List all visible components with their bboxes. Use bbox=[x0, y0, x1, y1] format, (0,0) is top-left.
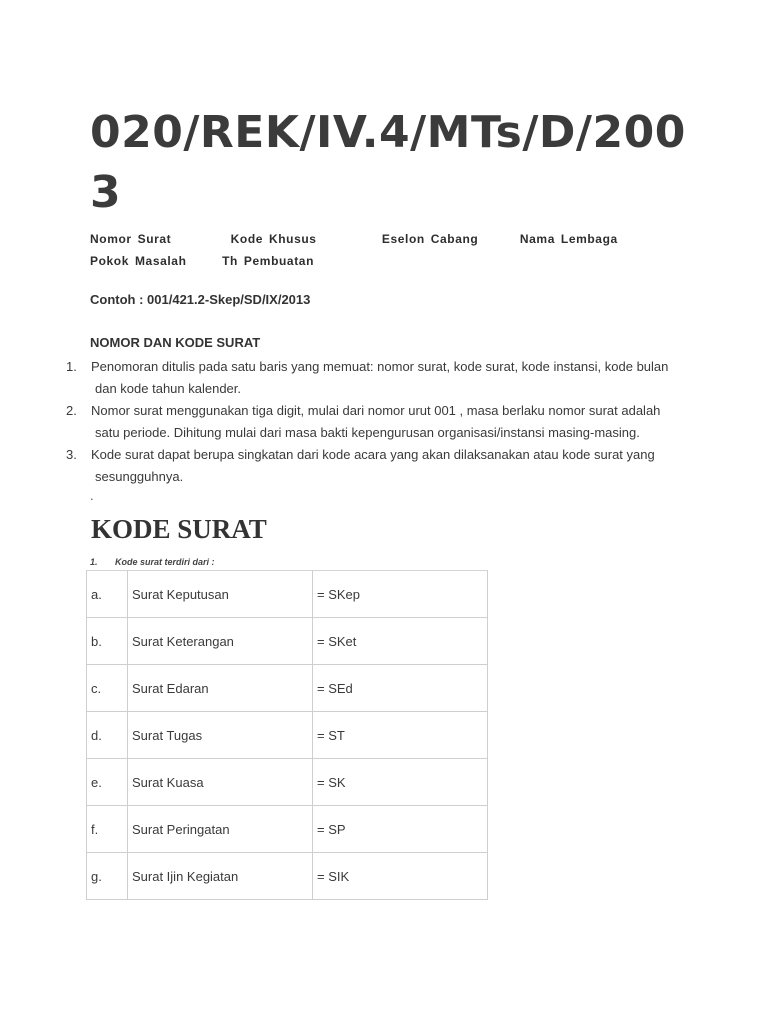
table-row bbox=[87, 853, 488, 900]
document-title: 020/REK/IV.4/MTs/D/2003 bbox=[90, 107, 686, 218]
table-row bbox=[87, 618, 488, 665]
row-name: Surat Tugas bbox=[128, 712, 313, 759]
row-letter: b. bbox=[87, 618, 128, 665]
row-code: = SKet bbox=[313, 618, 488, 665]
example-line: Contoh : 001/421.2-Skep/SD/IX/2013 bbox=[90, 292, 311, 307]
label-th-pembuatan: Th Pembuatan bbox=[222, 254, 315, 268]
label-kode-khusus: Kode Khusus bbox=[230, 232, 317, 246]
row-letter: g. bbox=[87, 853, 128, 900]
row-letter: e. bbox=[87, 759, 128, 806]
list-text: Penomoran ditulis pada satu baris yang memuat: nomor surat, kode surat, kode instansi, kode bulan dan kode tahun kalender. bbox=[91, 359, 669, 396]
numbered-list bbox=[66, 356, 686, 488]
row-letter: d. bbox=[87, 712, 128, 759]
list-number: 2. bbox=[66, 403, 77, 418]
row-code: = ST bbox=[313, 712, 488, 759]
list-number: 3. bbox=[66, 447, 77, 462]
list-item bbox=[66, 400, 686, 444]
row-letter: f. bbox=[87, 806, 128, 853]
table-row bbox=[87, 665, 488, 712]
label-nama-lembaga: Nama Lembaga bbox=[519, 232, 618, 246]
table-row bbox=[87, 571, 488, 618]
list-text: Kode surat dapat berupa singkatan dari kode acara yang akan dilaksanakan atau kode surat yang sesungguhnya. bbox=[91, 447, 655, 484]
row-name: Surat Keputusan bbox=[128, 571, 313, 618]
label-pokok-masalah: Pokok Masalah bbox=[90, 254, 187, 268]
list-item bbox=[66, 444, 686, 488]
dot-separator: . bbox=[90, 488, 94, 503]
format-labels bbox=[90, 228, 650, 272]
list-item bbox=[66, 356, 686, 400]
row-name: Surat Ijin Kegiatan bbox=[128, 853, 313, 900]
kode-surat-table bbox=[86, 570, 488, 900]
caption-text: Kode surat terdiri dari : bbox=[115, 557, 215, 567]
list-text: Nomor surat menggunakan tiga digit, mulai dari nomor urut 001 , masa berlaku nomor surat adalah satu periode. Dihitung mulai dari masa bakti kepengurusan organisasi/instansi masing-masing. bbox=[91, 403, 661, 440]
table-caption bbox=[90, 557, 215, 567]
row-letter: a. bbox=[87, 571, 128, 618]
row-letter: c. bbox=[87, 665, 128, 712]
row-code: = SIK bbox=[313, 853, 488, 900]
label-eselon-cabang: Eselon Cabang bbox=[381, 232, 479, 246]
section-heading: NOMOR DAN KODE SURAT bbox=[90, 335, 261, 350]
label-nomor-surat: Nomor Surat bbox=[90, 232, 172, 246]
row-code: = SP bbox=[313, 806, 488, 853]
row-code: = SK bbox=[313, 759, 488, 806]
table-row bbox=[87, 712, 488, 759]
table-row bbox=[87, 806, 488, 853]
row-name: Surat Kuasa bbox=[128, 759, 313, 806]
caption-number: 1. bbox=[90, 557, 98, 567]
row-code: = SKep bbox=[313, 571, 488, 618]
row-name: Surat Peringatan bbox=[128, 806, 313, 853]
row-code: = SEd bbox=[313, 665, 488, 712]
row-name: Surat Keterangan bbox=[128, 618, 313, 665]
list-number: 1. bbox=[66, 359, 77, 374]
row-name: Surat Edaran bbox=[128, 665, 313, 712]
table-row bbox=[87, 759, 488, 806]
kode-surat-heading: KODE SURAT bbox=[91, 514, 267, 544]
